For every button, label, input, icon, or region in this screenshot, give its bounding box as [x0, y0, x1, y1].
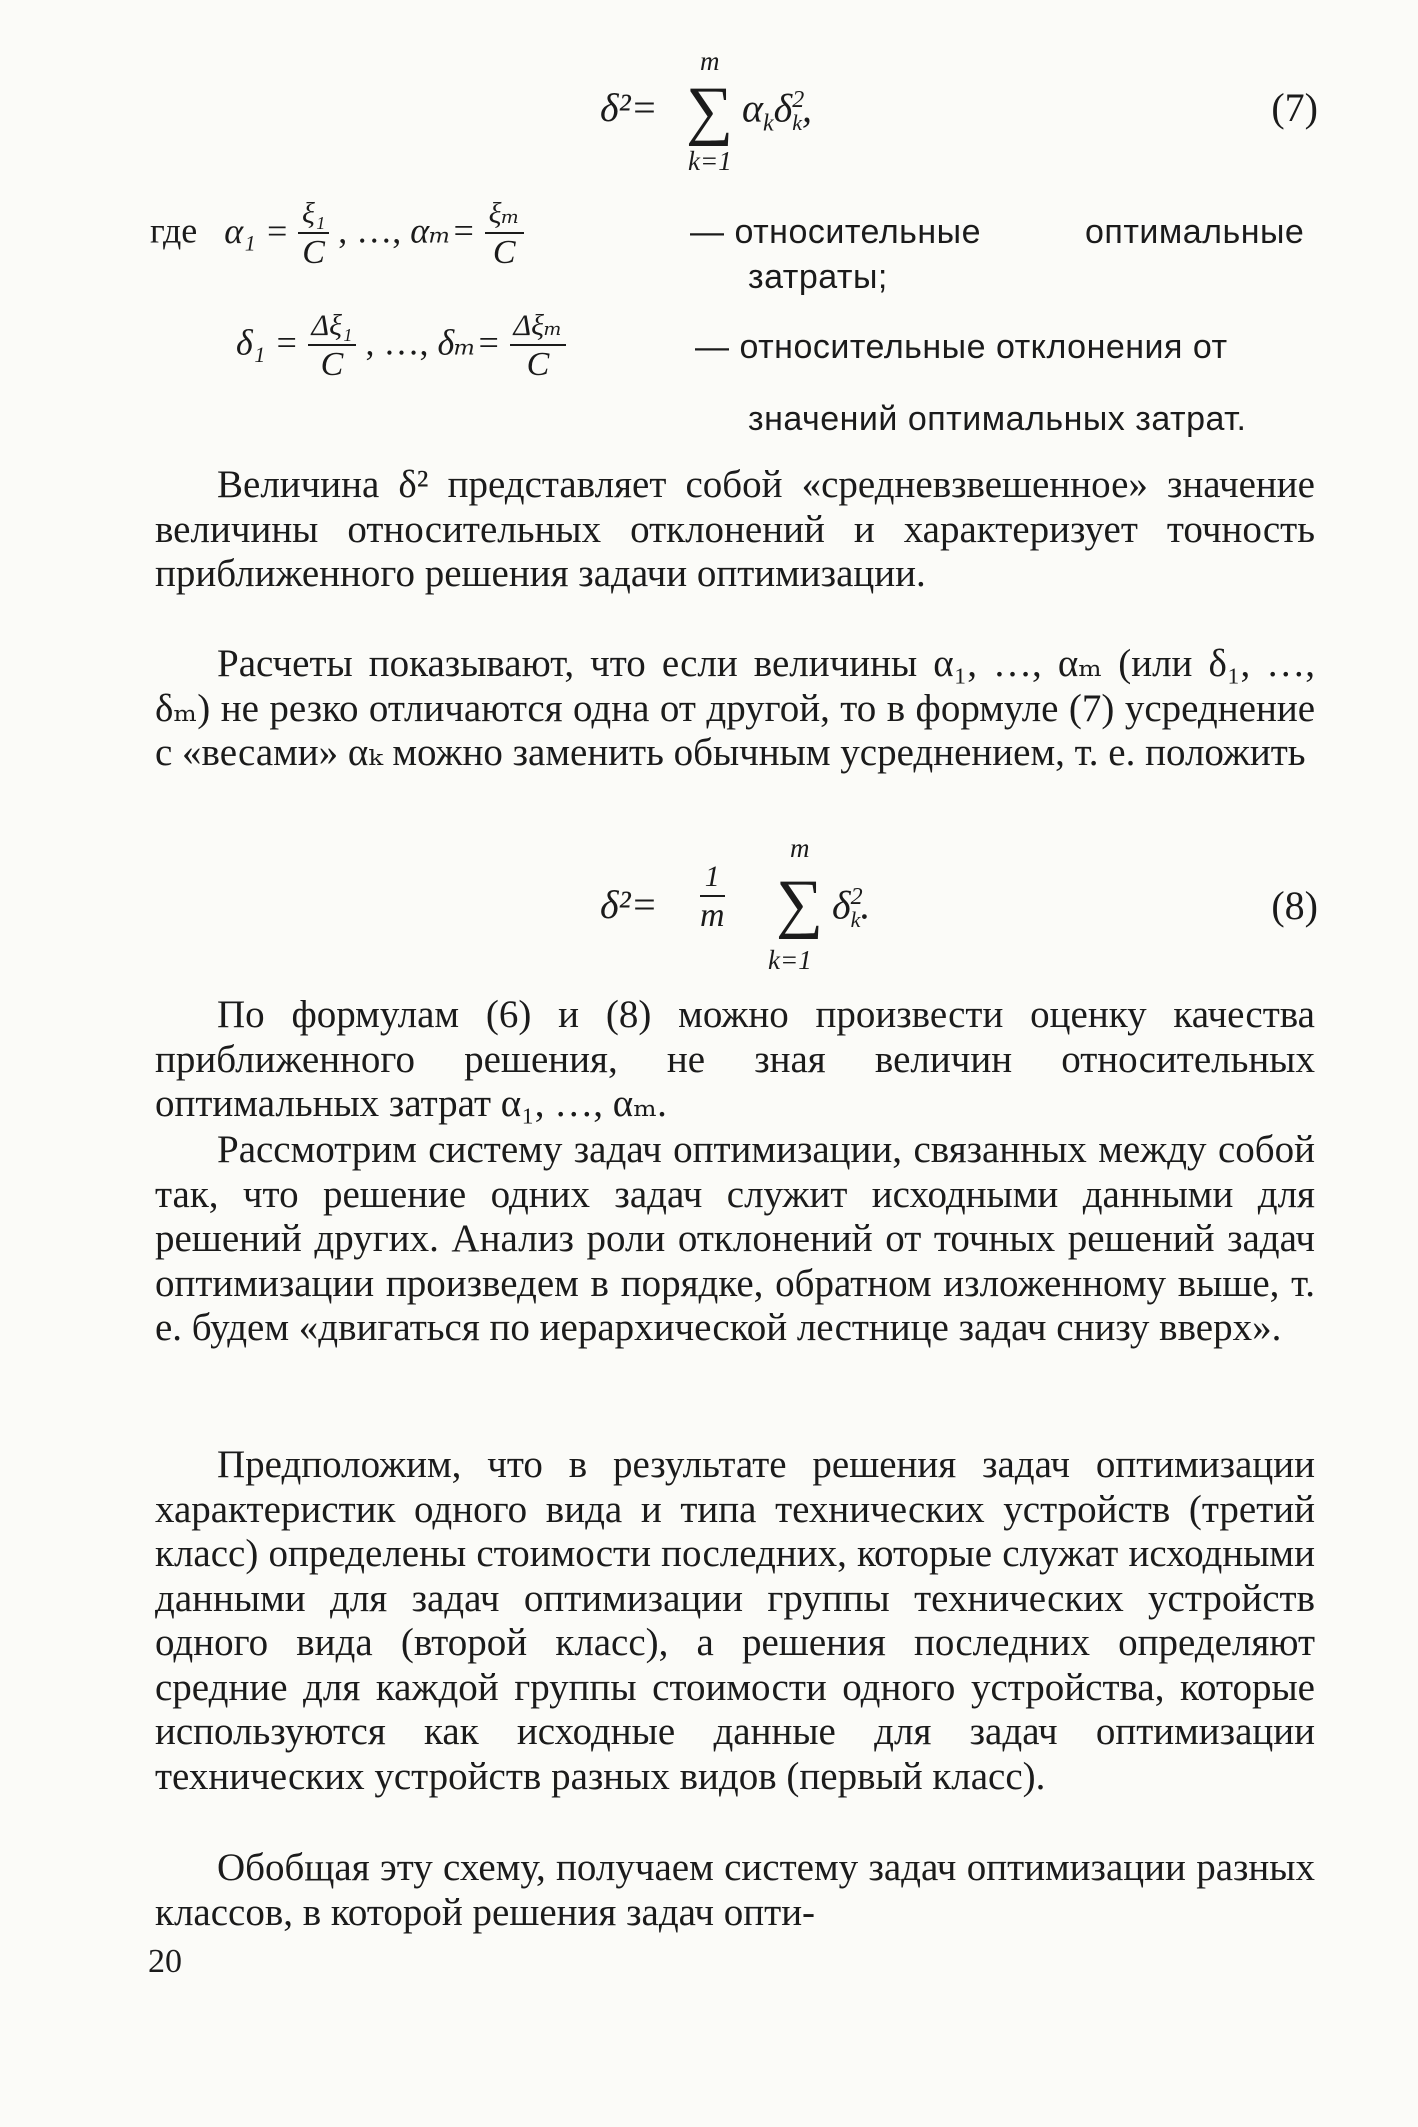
paragraph-2: Расчеты показывают, что если величины α₁, …, αₘ (или δ₁, …, δₘ) не резко отличаются одна от другой, то в формуле (7) усреднение с «весами» αₖ можно заменить обычным усреднением, т. е. положить: [155, 642, 1315, 774]
equation-number-7: (7): [1271, 85, 1318, 130]
sum-upper-limit: m: [700, 46, 720, 76]
equation-number-8: (8): [1271, 883, 1318, 928]
alpha-description-c: затраты;: [748, 258, 888, 296]
delta-description-a: — относительные отклонения от: [695, 328, 1228, 366]
sigma-symbol: ∑: [776, 867, 824, 940]
equation-lhs: δ²=: [600, 85, 658, 130]
alpha-m-fraction: $\frac{\text{ξₘ}}{C}$: [485, 198, 524, 271]
summand: $\delta^2_k$.: [832, 882, 871, 933]
where-word: где: [150, 210, 198, 251]
equation-7: [600, 40, 900, 176]
one-over-m-fraction: $\frac{1}{m}$: [700, 860, 725, 934]
equation-lhs: δ²=: [600, 882, 658, 927]
alpha-description-a: — относительные: [690, 213, 982, 251]
paragraph-5: Предположим, что в результате решения задач оптимизации характеристик одного вида и типа технических устройств (третий класс) определены стоимости последних, которые служат исходными данными для задач оптимизации группы технических устройств одного вида (второй класс), а решения последних определяют средние для каждой группы стоимости одного устройства, которые используются как исходные данные для задач оптимизации технических устройств разных видов (первый класс).: [155, 1443, 1315, 1798]
sum-lower-limit: k=1: [688, 146, 732, 176]
paragraph-1: Величина δ² представляет собой «средневзвешенное» значение величины относительных отклонений и характеризует точность приближенного решения задачи оптимизации.: [155, 463, 1315, 595]
delta-description-b: значений оптимальных затрат.: [748, 400, 1247, 438]
delta-m-fraction: $\frac{\text{Δξₘ}}{C}$: [510, 310, 567, 383]
delta-definition: δ₁ = $\frac{\text{Δξ₁}}{C}$ , …, δₘ= $\frac{\text{Δξₘ}}{C}$: [236, 310, 566, 383]
alpha-1-fraction: $\frac{\text{ξ₁}}{C}$: [298, 198, 329, 271]
equation-8: [600, 835, 920, 985]
paragraph-6: Обобщая эту схему, получаем систему задач оптимизации разных классов, в которой решения задач опти-: [155, 1846, 1315, 1934]
sum-lower-limit: k=1: [768, 945, 812, 975]
paragraph-3: По формулам (6) и (8) можно произвести оценку качества приближенного решения, не зная величин относительных оптимальных затрат α₁, …, αₘ.: [155, 993, 1315, 1125]
sigma-symbol: ∑: [686, 74, 734, 147]
paragraph-4: Рассмотрим систему задач оптимизации, связанных между собой так, что решение одних задач служит исходными данными для решений других. Анализ роли отклонений от точных решений задач оптимизации произведем в порядке, обратном изложенному выше, т. е. будем «двигаться по иерархической лестнице задач снизу вверх».: [155, 1128, 1315, 1349]
summand: $\alpha_k\delta^2_k$,: [742, 85, 813, 137]
page-number: 20: [148, 1943, 182, 1980]
alpha-definition: где α₁ = $\frac{\text{ξ₁}}{C}$ , …, αₘ= $\frac{\text{ξₘ}}{C}$: [150, 198, 524, 271]
delta-1-fraction: $\frac{\text{Δξ₁}}{C}$: [308, 310, 357, 383]
sum-upper-limit: m: [790, 833, 810, 863]
alpha-description-b: оптимальные: [1085, 213, 1305, 251]
